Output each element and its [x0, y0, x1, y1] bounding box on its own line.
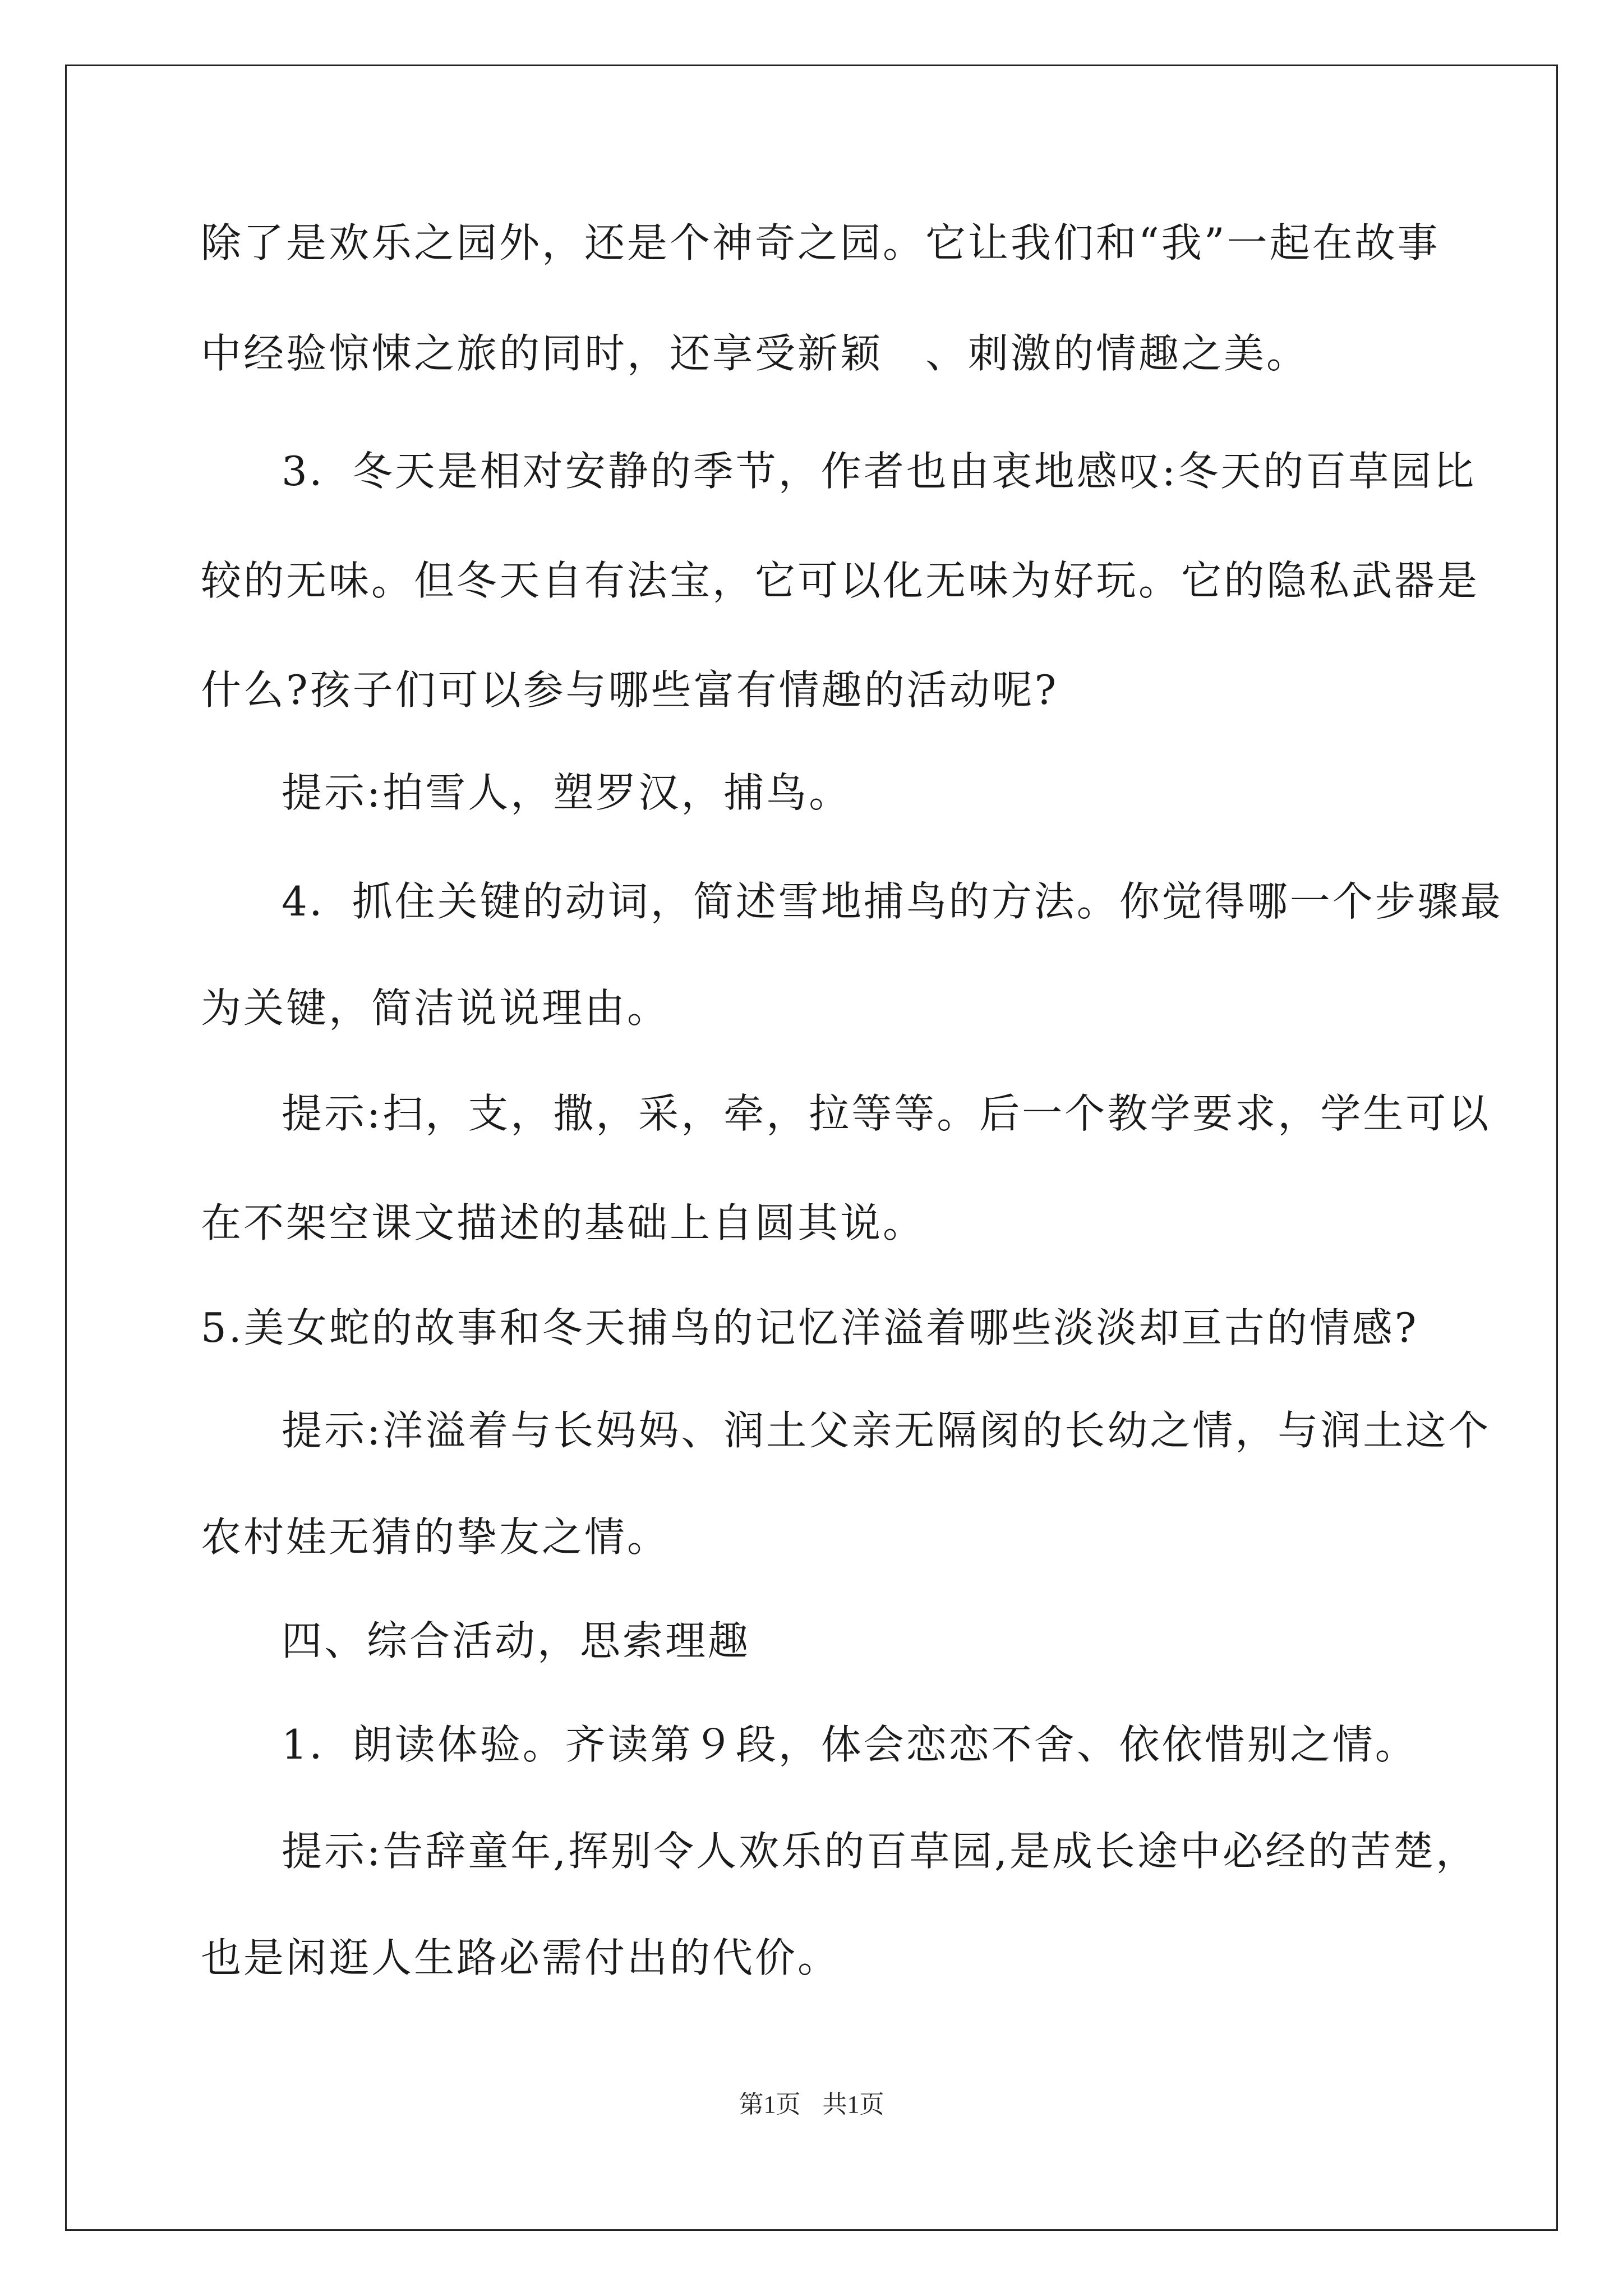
text-line: 在不架空课文描述的基础上自圆其说。: [201, 1199, 926, 1246]
text-line: 3．冬天是相对安静的季节，作者也由衷地感叹:冬天的百草园比: [282, 448, 1477, 495]
page-total: 共1页: [822, 2091, 884, 2118]
page-footer: [0, 2090, 1623, 2120]
text-line: 5.美女蛇的故事和冬天捕鸟的记忆洋溢着哪些淡淡却亘古的情感?: [201, 1304, 1419, 1351]
section-heading: 四、综合活动，思索理趣: [282, 1617, 751, 1664]
page-border: [65, 65, 1558, 2231]
text-line: 农村娃无猜的挚友之情。: [201, 1513, 670, 1561]
text-line: 较的无味。但冬天自有法宝，它可以化无味为好玩。它的隐私武器是: [201, 557, 1480, 604]
text-line: 除了是欢乐之园外，还是个神奇之园。它让我们和“我”一起在故事: [201, 219, 1440, 266]
text-line: 提示:拍雪人，塑罗汉，捕鸟。: [282, 769, 852, 816]
text-line: 1．朗读体验。齐读第９段，体会恋恋不舍、依依惜别之情。: [282, 1721, 1418, 1768]
text-line: 也是闲逛人生路必需付出的代价。: [201, 1934, 841, 1981]
text-line: 4．抓住关键的动词，简述雪地捕鸟的方法。你觉得哪一个步骤最: [282, 878, 1503, 925]
text-line: 为关键，简洁说说理由。: [201, 984, 670, 1032]
page-number: 第1页: [739, 2091, 801, 2118]
text-line: 提示:告辞童年,挥别令人欢乐的百草园,是成长途中必经的苦楚，: [282, 1828, 1479, 1875]
text-line: 中经验惊悚之旅的同时，还享受新颖 、刺激的情趣之美。: [201, 330, 1310, 377]
text-line: 提示:扫，支，撒，采，牵，拉等等。后一个教学要求，学生可以: [282, 1090, 1491, 1137]
text-line: 什么?孩子们可以参与哪些富有情趣的活动呢?: [201, 666, 1059, 714]
text-line: 提示:洋溢着与长妈妈、润土父亲无隔阂的长幼之情，与润土这个: [282, 1407, 1491, 1454]
